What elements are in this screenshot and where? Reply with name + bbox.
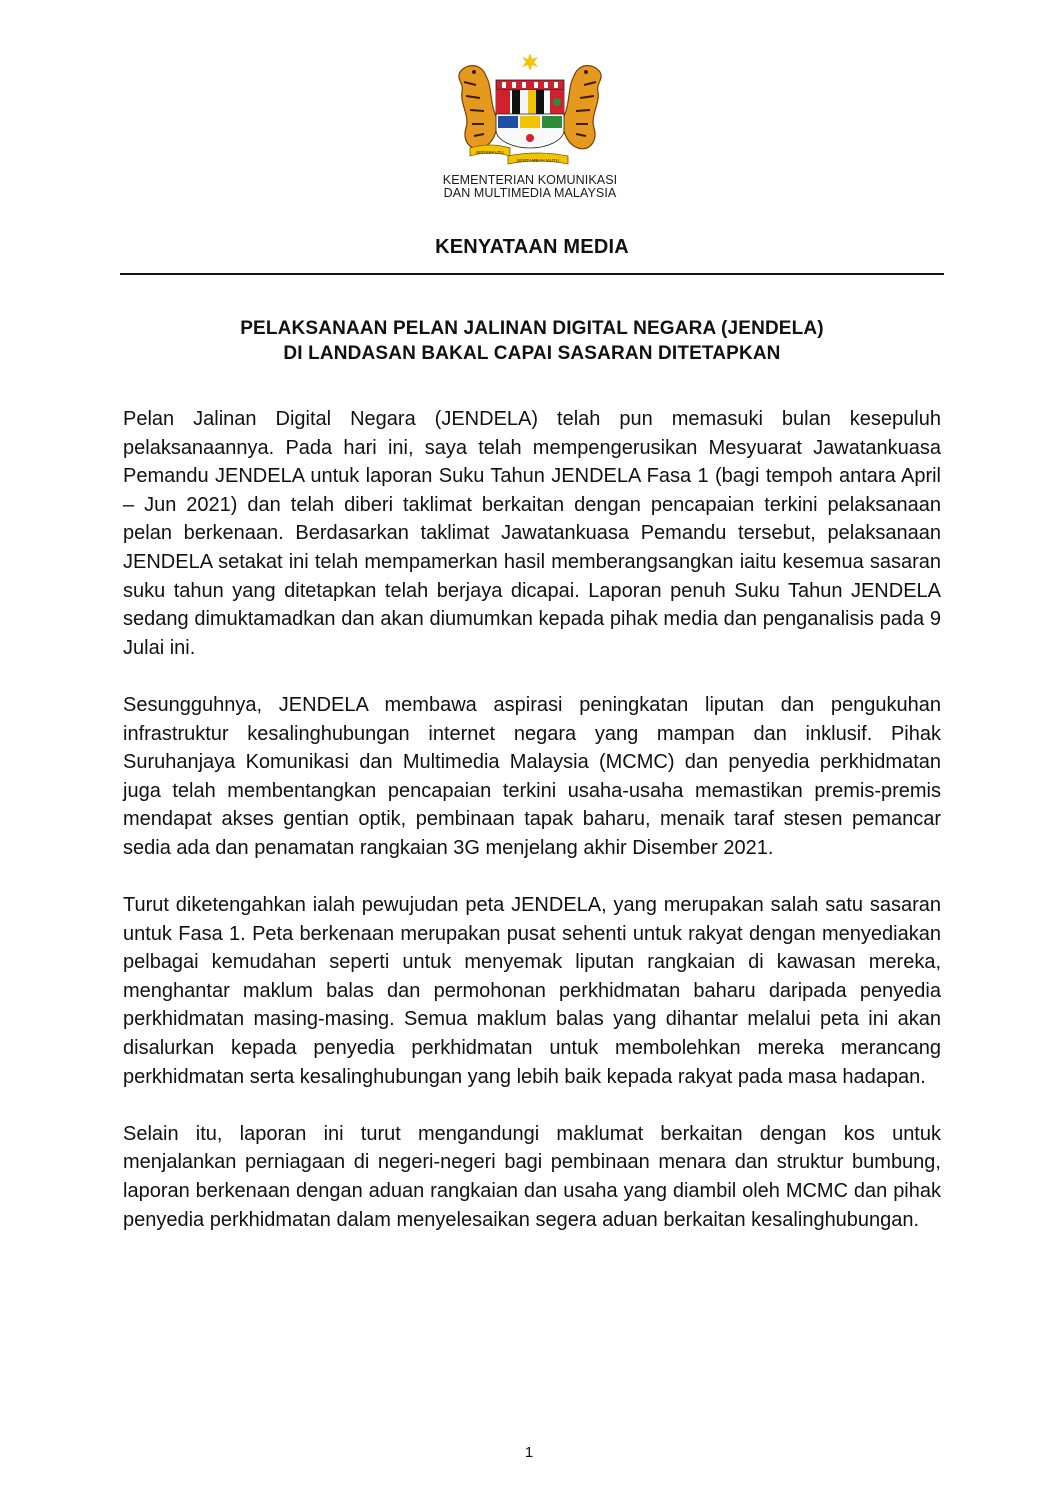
- body-text: [123, 405, 941, 1263]
- paragraph: Pelan Jalinan Digital Negara (JENDELA) telah pun memasuki bulan kesepuluh pelaksanaannya. Pada hari ini, saya telah mempengerusikan Mesyuarat Jawatankuasa Pemandu JENDELA untuk laporan Suku Tahun JENDELA Fasa 1 (bagi tempoh antara April – Jun 2021) dan telah diberi taklimat berkaitan dengan pencapaian terkini pelaksanaan pelan berkenaan. Berdasarkan taklimat Jawatankuasa Pemandu tersebut, pelaksanaan JENDELA setakat ini telah mempamerkan hasil memberangsangkan iaitu kesemua sasaran suku tahun yang ditetapkan telah berjaya dicapai. Laporan penuh Suku Tahun JENDELA sedang dimuktamadkan dan akan diumumkan kepada pihak media dan penganalisis pada 9 Julai ini.: [123, 408, 941, 659]
- document-label: KENYATAAN MEDIA: [435, 236, 629, 258]
- paragraph: Turut diketengahkan ialah pewujudan peta JENDELA, yang merupakan salah satu sasaran untuk Fasa 1. Peta berkenaan merupakan pusat sehenti untuk rakyat dengan menyediakan pelbagai kemudahan seperti untuk menyemak liputan rangkaian di kawasan mereka, menghantar maklum balas dan permohonan perkhidmatan baharu daripada penyedia perkhidmatan masing-masing. Semua maklum balas yang dihantar melalui peta ini akan disalurkan kepada penyedia perkhidmatan untuk membolehkan mereka merancang perkhidmatan serta kesalinghubungan yang lebih baik kepada rakyat pada masa hadapan.: [123, 894, 941, 1088]
- ministry-line: KEMENTERIAN KOMUNIKASI: [442, 173, 618, 187]
- coat-of-arms-logo: [452, 52, 608, 174]
- page-number: 1: [524, 1444, 534, 1461]
- crest-motto-right: BERTAMBAH MUTU: [517, 158, 559, 163]
- crest-motto-left: BERSEKUTU: [476, 150, 504, 155]
- ministry-line: DAN MULTIMEDIA MALAYSIA: [443, 186, 617, 200]
- ministry-name: [380, 174, 680, 200]
- paragraph: Sesungguhnya, JENDELA membawa aspirasi peningkatan liputan dan pengukuhan infrastruktur kesalinghubungan internet negara yang mampan dan inklusif. Pihak Suruhanjaya Komunikasi dan Multimedia Malaysia (MCMC) dan penyedia perkhidmatan juga telah membentangkan pencapaian terkini usaha-usaha memastikan premis-premis mendapat akses gentian optik, pembinaan tapak baharu, menaik taraf stesen pemancar sedia ada dan penamatan rangkaian 3G menjelang akhir Disember 2021.: [123, 693, 941, 859]
- headline-line: PELAKSANAAN PELAN JALINAN DIGITAL NEGARA (JENDELA): [240, 318, 824, 339]
- headline-line: DI LANDASAN BAKAL CAPAI SASARAN DITETAPKAN: [283, 343, 781, 364]
- paragraph: Selain itu, laporan ini turut mengandungi maklumat berkaitan dengan kos untuk menjalankan perniagaan di negeri-negeri bagi pembinaan menara dan struktur bumbung, laporan berkenaan dengan aduan rangkaian dan usaha yang diambil oleh MCMC dan pihak penyedia perkhidmatan dalam menyelesaikan segera aduan berkaitan kesalinghubungan.: [123, 1122, 941, 1231]
- headline: [120, 316, 944, 366]
- divider-line: [120, 273, 944, 275]
